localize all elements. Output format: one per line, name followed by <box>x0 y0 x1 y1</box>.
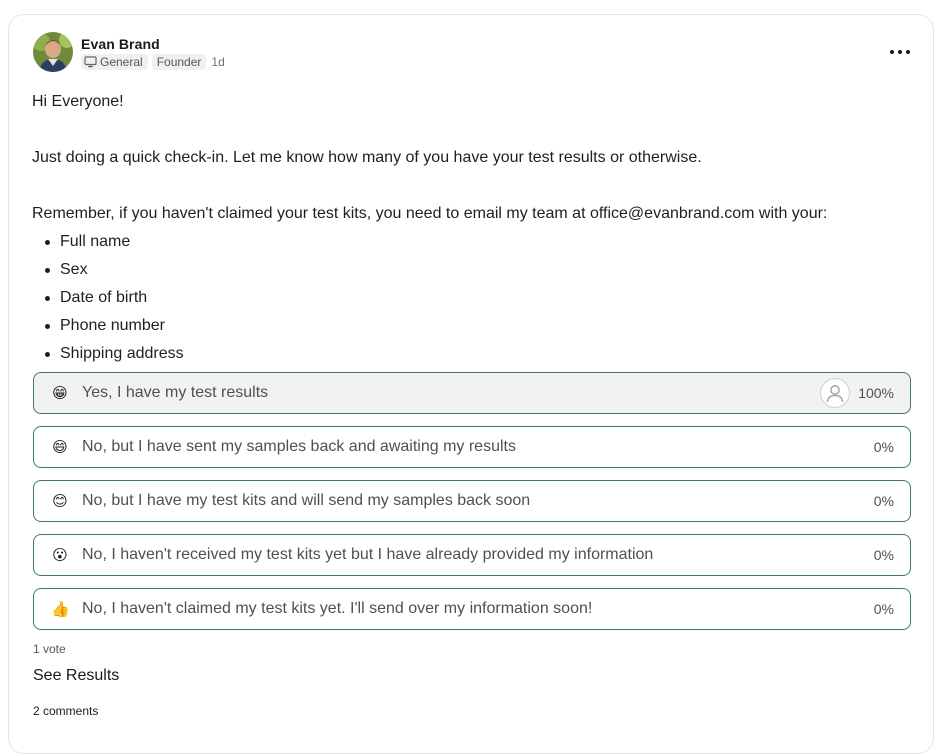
post-checkin: Just doing a quick check-in. Let me know how many of you have your test results or otherwise. <box>32 149 702 166</box>
poll-option-percent: 0% <box>873 547 894 563</box>
computer-icon <box>84 56 97 68</box>
post-reminder: Remember, if you haven't claimed your test kits, you need to email my team at office@evanbrand.com with your: <box>32 205 828 222</box>
list-item: Phone number <box>60 312 912 340</box>
author-name[interactable]: Evan Brand <box>81 35 160 52</box>
more-options-icon[interactable] <box>890 45 910 59</box>
founder-badge: Founder <box>152 54 207 70</box>
poll-option-percent: 0% <box>873 493 894 509</box>
thumbs-up-icon: 👍 <box>51 601 70 618</box>
poll-option[interactable] <box>33 372 911 414</box>
post-greeting: Hi Everyone! <box>32 93 124 110</box>
poll-option[interactable] <box>33 534 911 576</box>
user-icon <box>824 382 846 404</box>
vote-count: 1 vote <box>33 642 66 656</box>
poll-option-label: No, I haven't claimed my test kits yet. I'll send over my information soon! <box>82 600 593 617</box>
info-list <box>32 228 912 368</box>
list-item: Shipping address <box>60 340 912 368</box>
smile-emoji-icon: 😄 <box>52 439 68 456</box>
poll-option-percent: 0% <box>873 601 894 617</box>
post-body <box>32 88 912 368</box>
poll-option-label: No, but I have sent my samples back and awaiting my results <box>82 438 516 455</box>
post-timestamp: 1d <box>211 54 225 69</box>
list-item: Sex <box>60 256 912 284</box>
list-item: Date of birth <box>60 284 912 312</box>
poll-option-label: No, I haven't received my test kits yet but I have already provided my information <box>82 546 654 563</box>
poll-option-label: Yes, I have my test results <box>82 384 269 401</box>
category-label: General <box>100 54 143 69</box>
poll-option[interactable] <box>33 480 911 522</box>
see-results-link[interactable]: See Results <box>33 667 120 684</box>
grin-emoji-icon: 😁 <box>52 385 68 402</box>
post-card <box>8 14 934 754</box>
poll-option-percent: 100% <box>858 385 894 401</box>
poll-option[interactable] <box>33 588 911 630</box>
poll-option[interactable] <box>33 426 911 468</box>
category-chip[interactable] <box>81 54 148 70</box>
poll-option-percent: 0% <box>873 439 894 455</box>
post-header <box>33 32 225 72</box>
comments-link[interactable]: 2 comments <box>33 704 99 718</box>
surprised-emoji-icon: 😮 <box>52 547 68 564</box>
avatar[interactable] <box>33 32 73 72</box>
list-item: Full name <box>60 228 912 256</box>
voter-avatar[interactable] <box>820 378 850 408</box>
blush-emoji-icon: 😊 <box>52 493 68 510</box>
poll-option-label: No, but I have my test kits and will send my samples back soon <box>82 492 531 509</box>
poll <box>33 372 911 642</box>
